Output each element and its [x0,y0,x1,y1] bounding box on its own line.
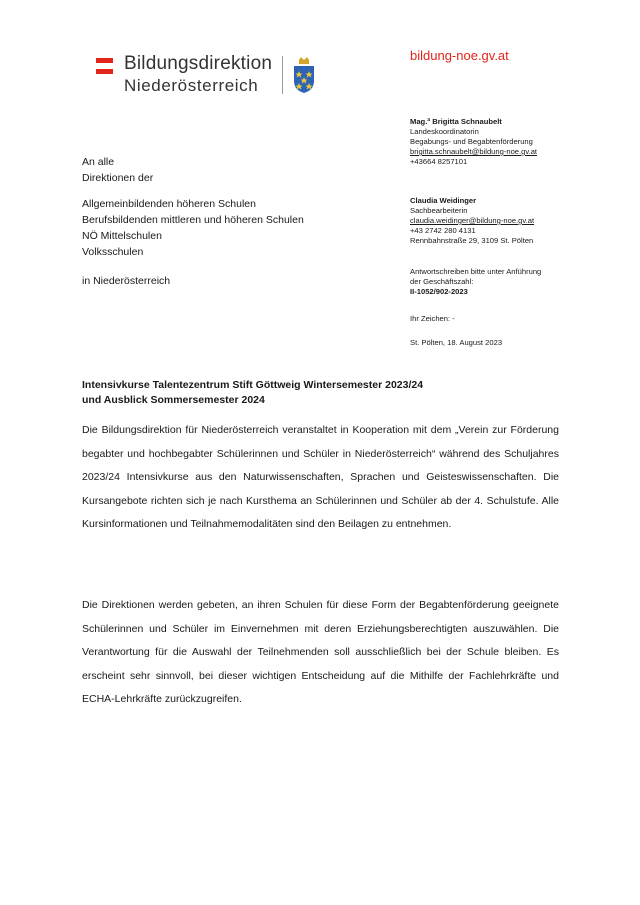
your-reference: Ihr Zeichen: - [410,314,455,323]
logo-mark-icon [96,58,113,78]
school-type-item: Allgemeinbildenden höheren Schulen [82,198,256,210]
school-type-item: Volksschulen [82,246,144,258]
reference-number: II-1052/902-2023 [410,287,468,296]
reply-note-line2: der Geschäftszahl: [410,277,474,286]
primary-contact-department: Begabungs- und Begabtenförderung [410,137,533,146]
recipients-school-list [82,196,304,260]
school-type-item: Berufsbildenden mittleren und höheren Schulen [82,214,304,226]
primary-contact-phone: +43664 8257101 [410,157,468,166]
place-date: St. Pölten, 18. August 2023 [410,338,503,347]
recipients-header [82,154,153,186]
primary-contact-name: Mag.ª Brigitta Schnaubelt [410,117,502,126]
primary-contact [410,117,537,167]
website-link[interactable]: bildung-noe.gv.at [410,48,509,63]
logo-divider [282,56,283,94]
lower-austria-coat-of-arms-icon [292,57,316,93]
secondary-contact-role: Sachbearbeiterin [410,206,468,215]
school-type-item: NÖ Mittelschulen [82,230,162,242]
logo-title: Bildungsdirektion [124,53,273,74]
body-paragraph-2: Die Direktionen werden gebeten, an ihren Schulen für diese Form der Begabtenförderung geeignete Schülerinnen und Schüler im Einvernehmen mit deren Erziehungsberechtigten auszuwählen. Die Verantwortung für die Auswahl der Teilnehmenden soll ausschließlich bei der Schule bleiben. Es erscheint sehr sinnvoll, bei dieser wichtigen Entscheidung auf die Mithilfe der Fachlehrkräfte und ECHA-Lehrkräfte zurückzugreifen. [82,599,559,705]
letter-subject [82,378,423,408]
secondary-contact-name: Claudia Weidinger [410,196,477,205]
subject-line2: und Ausblick Sommersemester 2024 [82,394,265,406]
body-paragraph-1: Die Bildungsdirektion für Niederösterreich veranstaltet in Kooperation mit dem „Verein zur Förderung begabter und hochbegabter Schülerinnen und Schüler in Niederösterreich“ während des Schuljahres 2023/24 Intensivkurse aus den Naturwissenschaften, Sprachen und Geisteswissenschaften. Die Kursangebote richten sich je nach Kursthema an Schülerinnen und Schüler ab der 4. Schulstufe. Alle Kursinformationen und Teilnahmemodalitäten sind den Beilagen zu entnehmen. [82,424,559,530]
primary-contact-role: Landeskoordinatorin [410,127,479,136]
recipients-region: in Niederösterreich [82,275,171,287]
secondary-contact [410,196,534,246]
recipients-line2: Direktionen der [82,172,154,184]
reply-note [410,267,541,297]
subject-line1: Intensivkurse Talentezentrum Stift Göttweig Wintersemester 2023/24 [82,379,424,391]
secondary-contact-address: Rennbahnstraße 29, 3109 St. Pölten [410,236,534,245]
recipients-line1: An alle [82,156,115,168]
secondary-contact-email[interactable]: claudia.weidinger@bildung-noe.gv.at [410,216,535,225]
secondary-contact-phone: +43 2742 280 4131 [410,226,476,235]
primary-contact-email[interactable]: brigitta.schnaubelt@bildung-noe.gv.at [410,147,538,156]
reply-note-line1: Antwortschreiben bitte unter Anführung [410,267,542,276]
logo-subtitle: Niederösterreich [124,76,259,95]
